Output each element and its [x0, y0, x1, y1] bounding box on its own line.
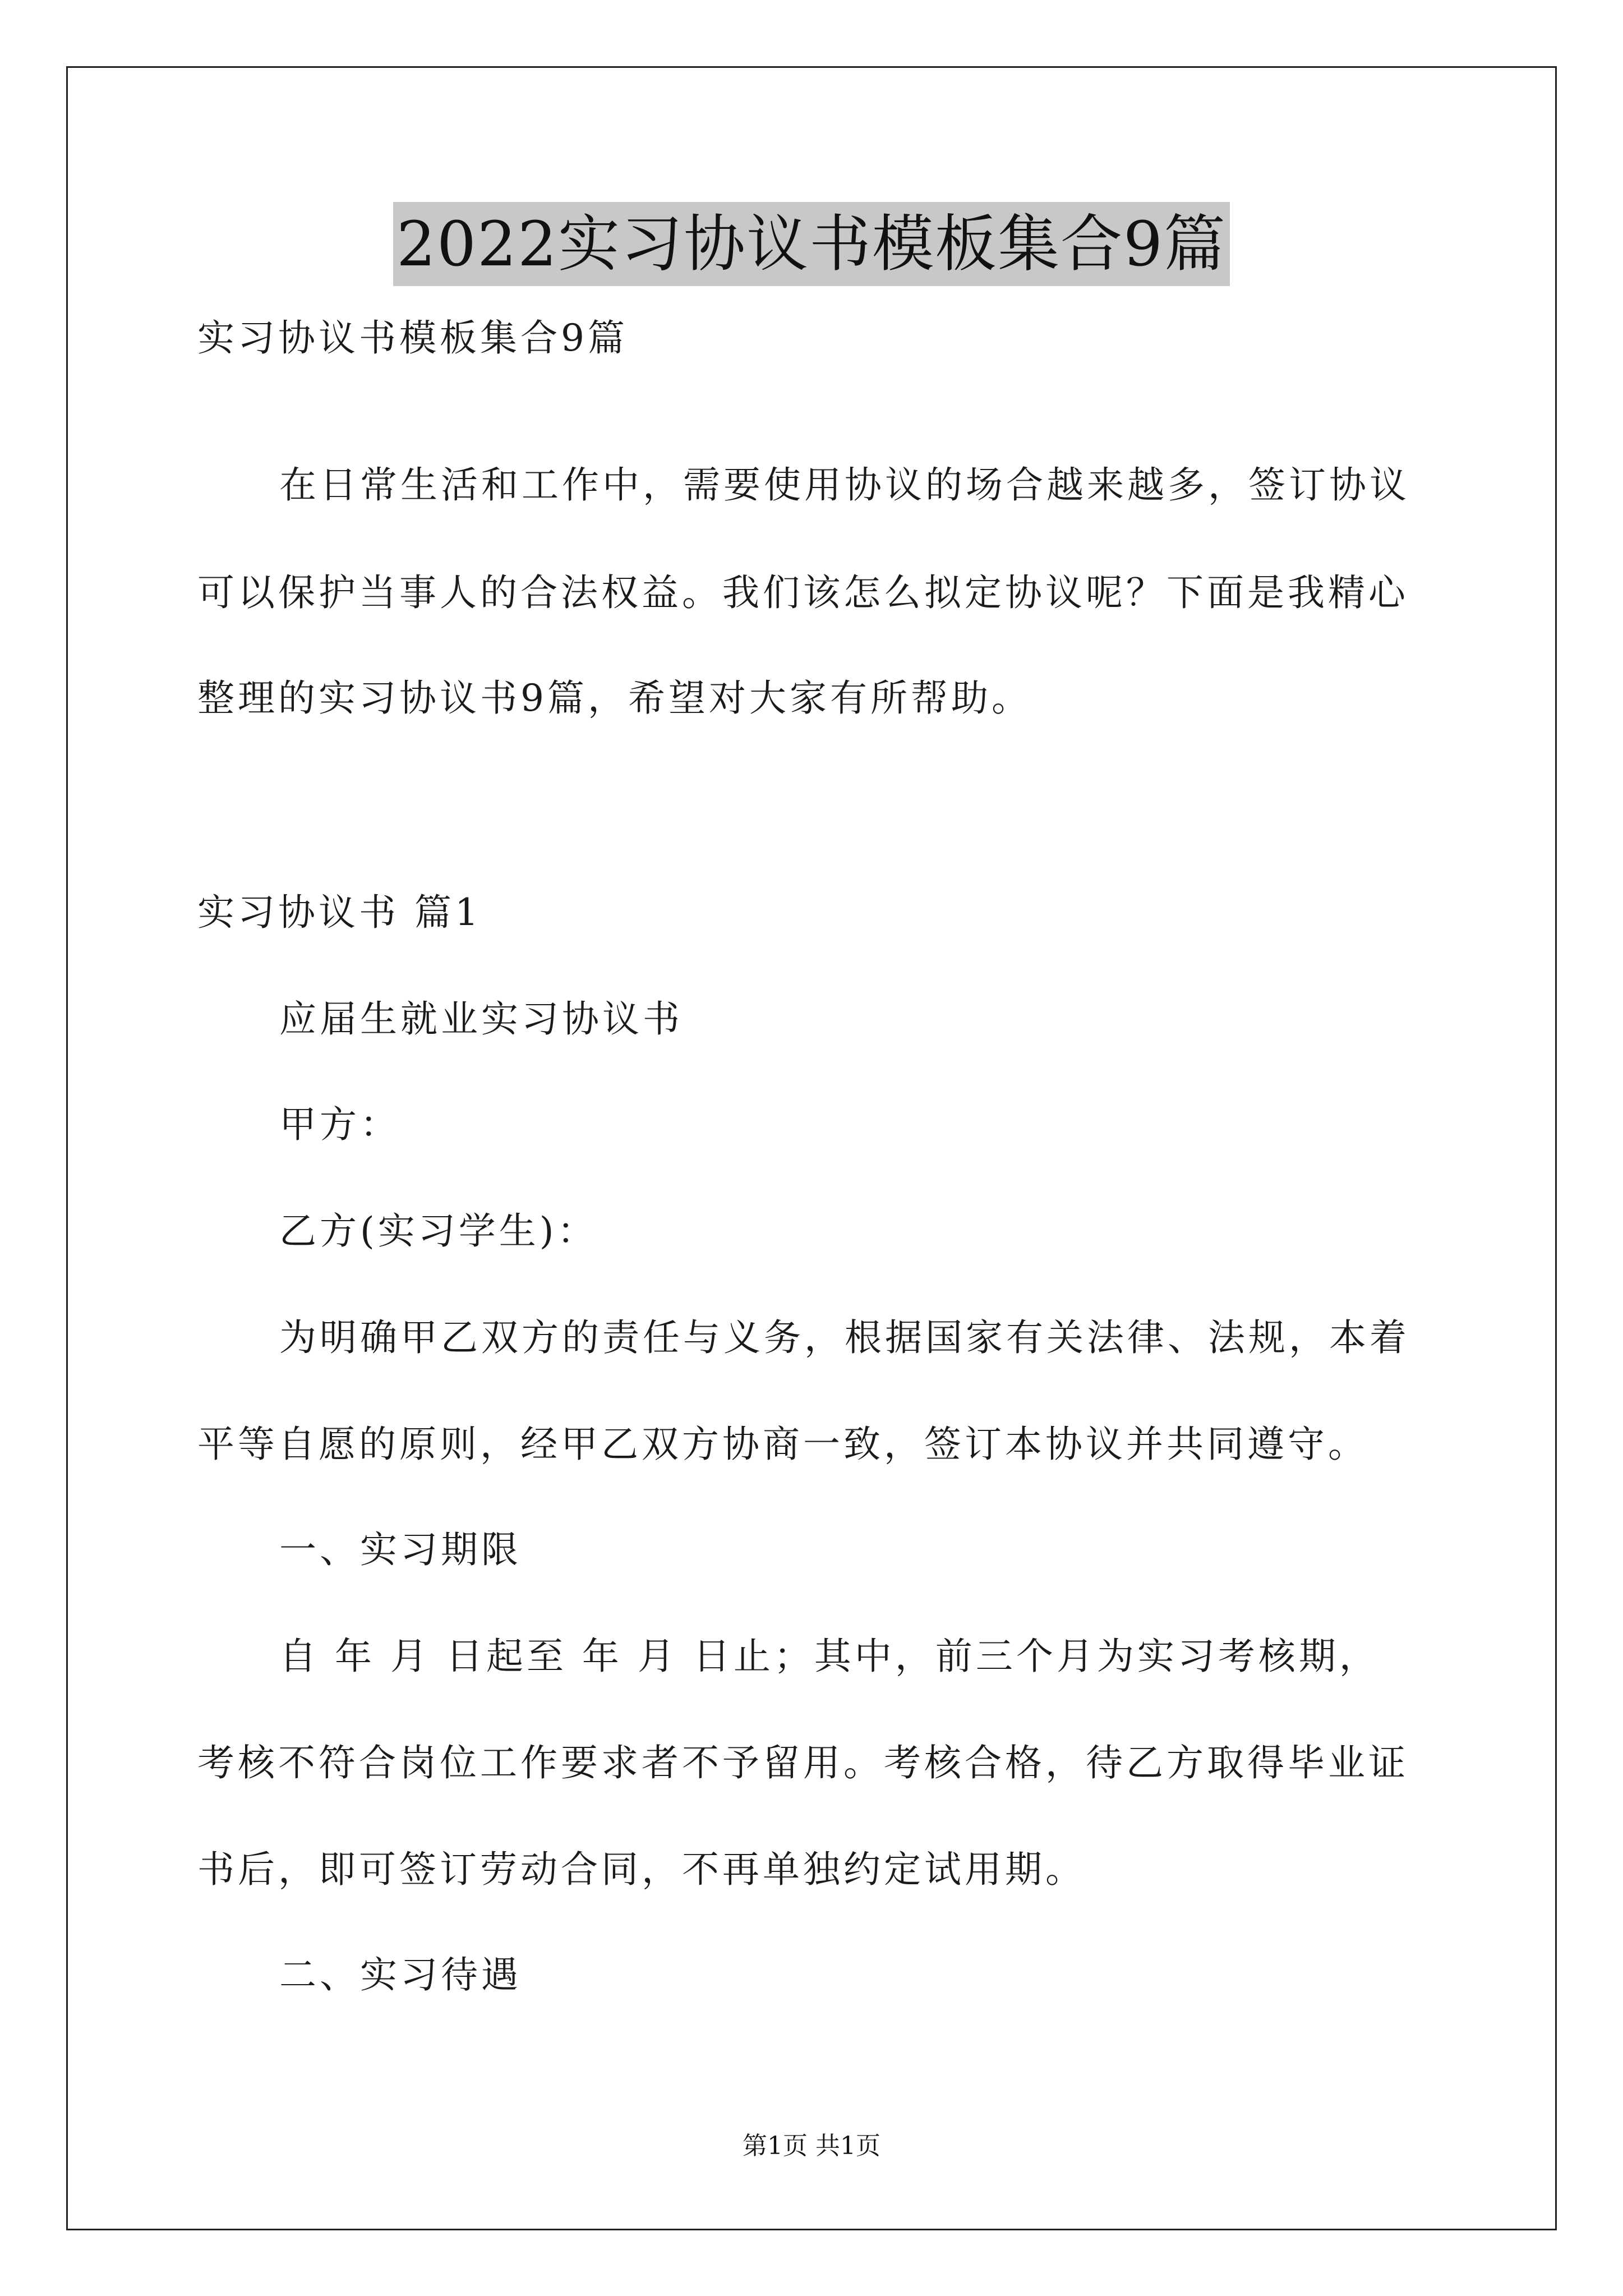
clause1-line-2: 考核不符合岗位工作要求者不予留用。考核合格，待乙方取得毕业证 [197, 1741, 1409, 1784]
intro-line-1: 在日常生活和工作中，需要使用协议的场合越来越多，签订协议 [279, 463, 1410, 507]
document-title: 2022实习协议书模板集合9篇 [393, 202, 1230, 286]
purpose-line-1: 为明确甲乙双方的责任与义务，根据国家有关法律、法规，本着 [279, 1316, 1410, 1359]
intro-line-3: 整理的实习协议书9篇，希望对大家有所帮助。 [197, 677, 1032, 720]
clause1-heading: 一、实习期限 [279, 1528, 522, 1571]
party-b-label: 乙方(实习学生)： [279, 1209, 598, 1253]
section-title: 应届生就业实习协议书 [279, 997, 683, 1041]
section-heading: 实习协议书 篇1 [197, 891, 482, 934]
page-footer: 第1页 共1页 [743, 2132, 880, 2160]
purpose-line-2: 平等自愿的原则，经甲乙双方协商一致，签订本协议并共同遵守。 [197, 1423, 1368, 1466]
clause2-heading: 二、实习待遇 [279, 1953, 522, 1996]
party-a-label: 甲方： [279, 1103, 400, 1146]
title-container [0, 202, 1623, 286]
document-subtitle: 实习协议书模板集合9篇 [197, 316, 628, 360]
clause1-line-1: 自 年 月 日起至 年 月 日止；其中，前三个月为实习考核期， [279, 1635, 1380, 1678]
clause1-line-3: 书后，即可签订劳动合同，不再单独约定试用期。 [197, 1848, 1086, 1891]
intro-line-2: 可以保护当事人的合法权益。我们该怎么拟定协议呢？下面是我精心 [197, 571, 1409, 614]
